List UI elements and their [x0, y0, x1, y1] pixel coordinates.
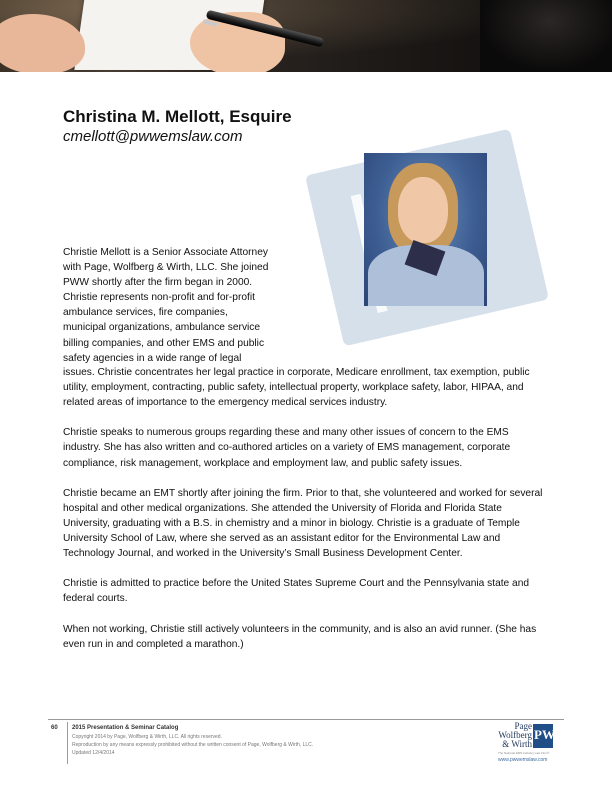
- footer-vertical-divider: [67, 722, 68, 764]
- intro-line: Christie Mellott is a Senior Associate Attorney: [63, 247, 268, 258]
- attorney-name: Christina M. Mellott, Esquire: [63, 107, 292, 126]
- intro-line: PWW shortly after the firm began in 2000.: [63, 277, 253, 289]
- bio-paragraph-4: Christie is admitted to practice before the United States Supreme Court and the Pennsylvania state and federal courts.: [63, 578, 530, 605]
- bio-text: [63, 245, 543, 667]
- catalog-title: 2015 Presentation & Seminar Catalog: [72, 725, 179, 731]
- intro-line: municipal organizations, ambulance service: [63, 322, 261, 334]
- logo-tagline: The National EMS Industry Law Firm®: [498, 751, 550, 755]
- intro-line: with Page, Wolfberg & Wirth, LLC. She joined: [63, 262, 269, 274]
- attorney-email[interactable]: cmellott@pwwemslaw.com: [63, 128, 243, 145]
- logo-line: & Wirth: [502, 739, 532, 749]
- header-banner-image: [0, 0, 612, 72]
- page-number: 60: [51, 725, 58, 731]
- reproduction-notice: Reproduction by any means expressly prohibited without the written consent of Page, Wolfberg & Wirth, LLC.: [72, 742, 314, 748]
- intro-line: billing companies, and other EMS and public: [63, 337, 265, 349]
- bio-paragraph-1: [63, 245, 543, 410]
- logo-wordmark: [494, 722, 532, 749]
- logo-line: Page: [514, 721, 532, 731]
- bio-paragraph-3: Christie became an EMT shortly after joining the firm. Prior to that, she volunteered and worked for several hospital and other medical organizations. She attended the University of Florida and Florida State University, graduating with a B.S. in chemistry and a minor in biology. Christie is a graduate of Temple University School of Law, where she served as an assistant editor for the Environmental Law and Technology Journal, and worked in the University’s Small Business Development Center.: [63, 487, 543, 560]
- intro-line: safety agencies in a wide range of legal: [63, 352, 242, 364]
- chair-shadow: [480, 0, 612, 72]
- updated-date: Updated 12/4/2014: [72, 750, 115, 756]
- pw-logo-icon: [533, 724, 553, 748]
- firm-logo: [494, 722, 564, 764]
- footer-divider: [48, 719, 564, 720]
- logo-mark-text: PW: [534, 727, 555, 742]
- bio-paragraph-2: Christie speaks to numerous groups regarding these and many other issues of concern to the EMS industry. She has also written and co-authored articles on a variety of EMS management, corporate compliance, risk management, workplace and employment law, and public safety issues.: [63, 427, 511, 469]
- intro-continuation: issues. Christie concentrates her legal practice in corporate, Medicare enrollment, tax exemption, public utility, employment, contracting, public safety, intellectual property, workplace safety, labor, HIPAA, and related areas of importance to the emergency medical services industry.: [63, 367, 530, 409]
- copyright-line: Copyright 2014 by Page, Wolfberg & Wirth, LLC. All rights reserved.: [72, 734, 222, 740]
- bio-paragraph-5: When not working, Christie still actively volunteers in the community, and is also an avid runner. (She has even run in and completed a marathon.): [63, 623, 537, 650]
- logo-line: Wolfberg: [498, 730, 532, 740]
- portrait-face: [398, 177, 448, 243]
- intro-narrow-column: [63, 245, 301, 365]
- firm-website-link[interactable]: www.pwwemslaw.com: [498, 757, 548, 763]
- intro-line: ambulance services, fire companies,: [63, 307, 228, 319]
- intro-line: Christie represents non-profit and for-profit: [63, 292, 255, 304]
